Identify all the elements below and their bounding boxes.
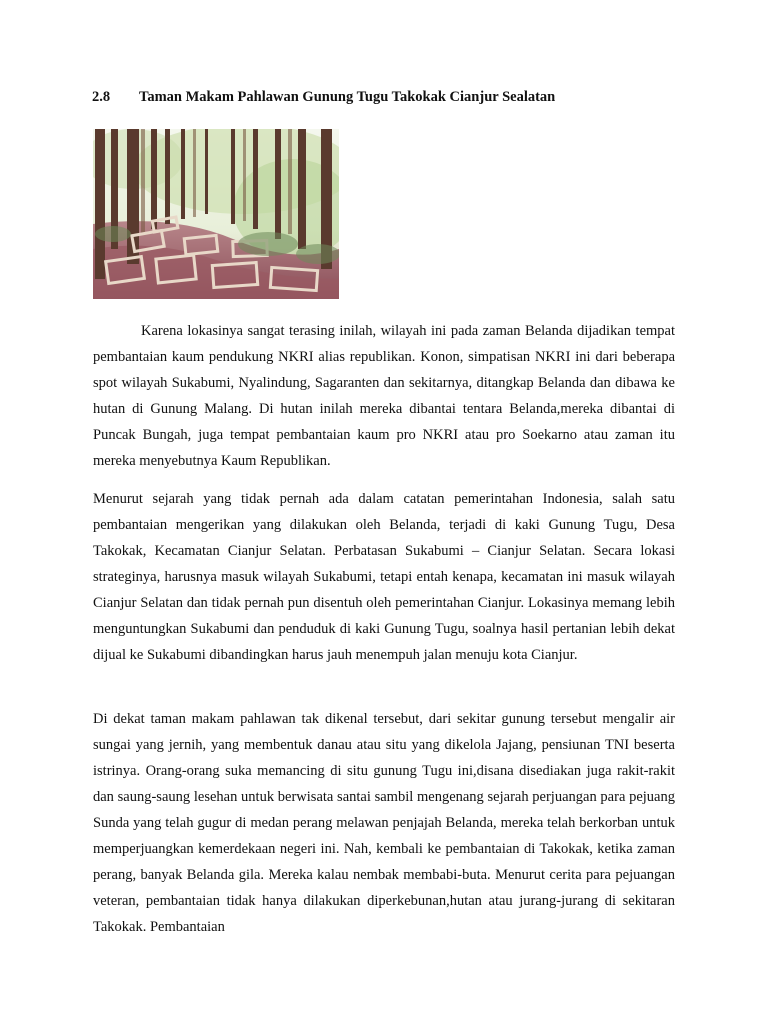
paragraph-3: Di dekat taman makam pahlawan tak dikenal tersebut, dari sekitar gunung tersebut mengalir air sungai yang jernih, yang membentuk danau atau situ yang dikelola Jajang, pensiunan TNI beserta istrinya. Orang-orang suka memancing di situ gunung Tugu ini,disana disediakan juga rakit-rakit dan saung-saung lesehan untuk berwisata santai sambil mengenang sejarah perjuangan para pejuang Sunda yang telah gugur di medan perang melawan penjajah Belanda, mereka telah berkorban untuk memperjuangkan kemerdekaan negeri ini. Nah, kembali ke pembantaian di Takokak, ketika zaman perang, banyak Belanda gila. Mereka kalau nembak membabi-buta. Menurut cerita para pejuangan veteran, pembantaian tidak hanya dilakukan diperkebunan,hutan atau jurang-jurang di sekitaran Takokak. Pembantaian [93, 711, 675, 935]
forest-cemetery-photo [93, 129, 339, 299]
paragraph-2: Menurut sejarah yang tidak pernah ada dalam catatan pemerintahan Indonesia, salah satu pembantaian mengerikan yang dilakukan oleh Belanda, terjadi di kaki Gunung Tugu, Desa Takokak, Kecamatan Cianjur Selatan. Perbatasan Sukabumi – Cianjur Selatan. Secara lokasi strateginya, harusnya masuk wilayah Sukabumi, tetapi entah kenapa, kecamatan ini masuk wilayah Cianjur Selatan dan tidak pernah pun disentuh oleh pemerintahan Cianjur. Lokasinya memang lebih menguntungkan Sukabumi dan penduduk di kaki Gunung Tugu, soalnya hasil pertanian lebih dekat dijual ke Sukabumi dibandingkan harus jauh menempuh jalan menuju kota Cianjur. [93, 491, 675, 663]
paragraph-1: Karena lokasinya sangat terasing inilah, wilayah ini pada zaman Belanda dijadikan tempat pembantaian kaum pendukung NKRI alias republikan. Konon, simpatisan NKRI ini dari beberapa spot wilayah Sukabumi, Nyalindung, Sagaranten dan sekitarnya, ditangkap Belanda dan dibawa ke hutan di Gunung Malang. Di hutan inilah mereka dibantai tentara Belanda,mereka dibantai di Puncak Bungah, juga tempat pembantaian kaum pro NKRI atau pro Soekarno atau zaman itu mereka menyebutnya Kaum Republikan. [93, 323, 675, 469]
section-heading [92, 89, 555, 106]
section-number: 2.8 [92, 89, 111, 105]
section-title: Taman Makam Pahlawan Gunung Tugu Takokak Cianjur Sealatan [139, 89, 556, 105]
